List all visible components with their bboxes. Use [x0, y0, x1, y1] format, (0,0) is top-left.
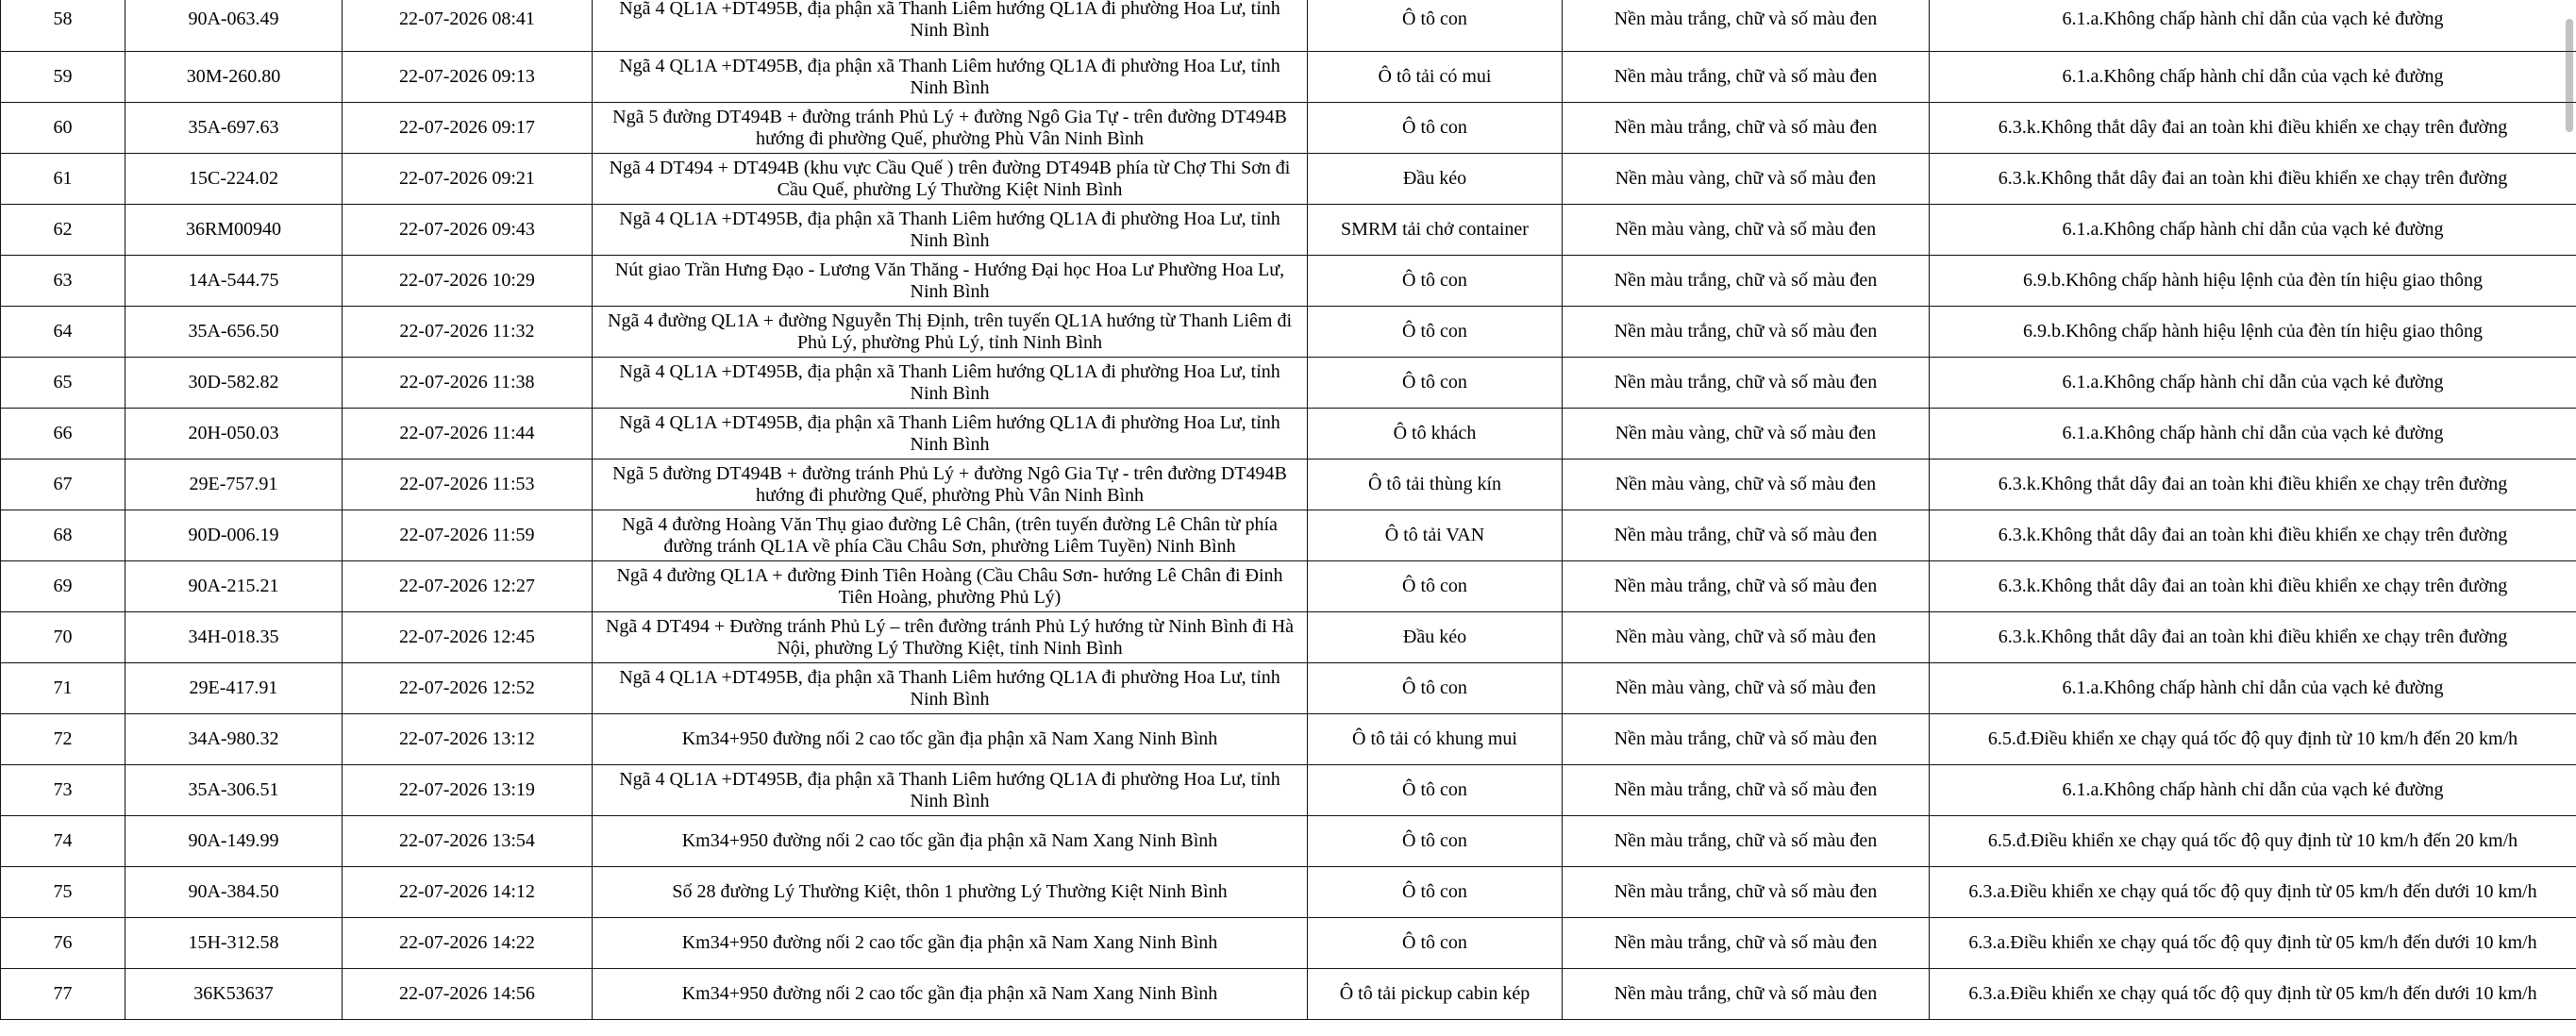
- cell-location: Ngã 4 đường QL1A + đường Nguyễn Thị Định, trên tuyến QL1A hướng từ Thanh Liêm đi Phủ Lý, phường Phủ Lý, tỉnh Ninh Bình: [593, 307, 1308, 358]
- cell-license-plate: 29E-757.91: [125, 460, 343, 510]
- cell-plate-color: Nền màu vàng, chữ và số màu đen: [1563, 154, 1930, 205]
- cell-violation: 6.3.k.Không thắt dây đai an toàn khi điều khiển xe chạy trên đường: [1930, 460, 2576, 510]
- cell-plate-color: Nền màu trắng, chữ và số màu đen: [1563, 969, 1930, 1020]
- cell-plate-color: Nền màu vàng, chữ và số màu đen: [1563, 612, 1930, 663]
- cell-violation: 6.3.k.Không thắt dây đai an toàn khi điều khiển xe chạy trên đường: [1930, 612, 2576, 663]
- cell-license-plate: 34H-018.35: [125, 612, 343, 663]
- cell-violation: 6.1.a.Không chấp hành chỉ dẫn của vạch kẻ đường: [1930, 765, 2576, 816]
- cell-location: Ngã 4 QL1A +DT495B, địa phận xã Thanh Liêm hướng QL1A đi phường Hoa Lư, tỉnh Ninh Bình: [593, 205, 1308, 256]
- cell-violation-time: 22-07-2026 09:21: [343, 154, 593, 205]
- table-row: [1, 918, 2576, 969]
- cell-violation-time: 22-07-2026 09:17: [343, 103, 593, 154]
- cell-stt: 74: [1, 816, 125, 867]
- cell-vehicle-type: Ô tô con: [1308, 867, 1563, 918]
- cell-violation: 6.1.a.Không chấp hành chỉ dẫn của vạch kẻ đường: [1930, 205, 2576, 256]
- cell-stt: 60: [1, 103, 125, 154]
- cell-vehicle-type: Ô tô con: [1308, 765, 1563, 816]
- cell-location: Ngã 4 QL1A +DT495B, địa phận xã Thanh Liêm hướng QL1A đi phường Hoa Lư, tỉnh Ninh Bình: [593, 52, 1308, 103]
- cell-location: Ngã 4 QL1A +DT495B, địa phận xã Thanh Liêm hướng QL1A đi phường Hoa Lư, tỉnh Ninh Bình: [593, 0, 1308, 52]
- cell-vehicle-type: Ô tô khách: [1308, 409, 1563, 460]
- cell-stt: 77: [1, 969, 125, 1020]
- cell-violation-time: 22-07-2026 09:13: [343, 52, 593, 103]
- cell-violation-time: 22-07-2026 14:12: [343, 867, 593, 918]
- cell-stt: 76: [1, 918, 125, 969]
- cell-violation: 6.1.a.Không chấp hành chỉ dẫn của vạch kẻ đường: [1930, 358, 2576, 409]
- cell-violation: 6.3.k.Không thắt dây đai an toàn khi điều khiển xe chạy trên đường: [1930, 103, 2576, 154]
- cell-plate-color: Nền màu trắng, chữ và số màu đen: [1563, 714, 1930, 765]
- cell-license-plate: 34A-980.32: [125, 714, 343, 765]
- cell-license-plate: 36K53637: [125, 969, 343, 1020]
- cell-stt: 58: [1, 0, 125, 52]
- cell-violation: 6.3.k.Không thắt dây đai an toàn khi điều khiển xe chạy trên đường: [1930, 510, 2576, 561]
- cell-location: Km34+950 đường nối 2 cao tốc gần địa phận xã Nam Xang Ninh Bình: [593, 918, 1308, 969]
- cell-stt: 75: [1, 867, 125, 918]
- cell-violation: 6.5.đ.Điều khiển xe chạy quá tốc độ quy định từ 10 km/h đến 20 km/h: [1930, 714, 2576, 765]
- cell-location: Số 28 đường Lý Thường Kiệt, thôn 1 phường Lý Thường Kiệt Ninh Bình: [593, 867, 1308, 918]
- cell-violation: 6.1.a.Không chấp hành chỉ dẫn của vạch kẻ đường: [1930, 663, 2576, 714]
- cell-violation: 6.9.b.Không chấp hành hiệu lệnh của đèn tín hiệu giao thông: [1930, 256, 2576, 307]
- table-row: [1, 510, 2576, 561]
- table-row: [1, 0, 2576, 52]
- cell-violation-time: 22-07-2026 13:19: [343, 765, 593, 816]
- table-row: [1, 103, 2576, 154]
- table-row: [1, 307, 2576, 358]
- cell-plate-color: Nền màu trắng, chữ và số màu đen: [1563, 867, 1930, 918]
- cell-license-plate: 35A-306.51: [125, 765, 343, 816]
- cell-vehicle-type: Ô tô tải VAN: [1308, 510, 1563, 561]
- scrollbar-thumb[interactable]: [2566, 19, 2573, 132]
- cell-vehicle-type: Ô tô con: [1308, 663, 1563, 714]
- cell-plate-color: Nền màu trắng, chữ và số màu đen: [1563, 561, 1930, 612]
- cell-license-plate: 90A-215.21: [125, 561, 343, 612]
- cell-violation: 6.5.đ.Điều khiển xe chạy quá tốc độ quy định từ 10 km/h đến 20 km/h: [1930, 816, 2576, 867]
- cell-plate-color: Nền màu trắng, chữ và số màu đen: [1563, 918, 1930, 969]
- table-body: [1, 0, 2576, 1020]
- table-row: [1, 816, 2576, 867]
- cell-violation-time: 22-07-2026 12:52: [343, 663, 593, 714]
- table-row: [1, 561, 2576, 612]
- cell-vehicle-type: Ô tô con: [1308, 307, 1563, 358]
- cell-vehicle-type: Đầu kéo: [1308, 612, 1563, 663]
- cell-license-plate: 29E-417.91: [125, 663, 343, 714]
- cell-plate-color: Nền màu trắng, chữ và số màu đen: [1563, 52, 1930, 103]
- cell-violation-time: 22-07-2026 11:59: [343, 510, 593, 561]
- cell-location: Ngã 4 đường QL1A + đường Đinh Tiên Hoàng (Cầu Châu Sơn- hướng Lê Chân đi Đinh Tiên Hoàng, phường Phủ Lý): [593, 561, 1308, 612]
- cell-stt: 66: [1, 409, 125, 460]
- cell-vehicle-type: Ô tô con: [1308, 561, 1563, 612]
- cell-stt: 64: [1, 307, 125, 358]
- cell-violation-time: 22-07-2026 11:32: [343, 307, 593, 358]
- table-row: [1, 154, 2576, 205]
- cell-vehicle-type: Ô tô con: [1308, 103, 1563, 154]
- cell-violation: 6.3.a.Điều khiển xe chạy quá tốc độ quy định từ 05 km/h đến dưới 10 km/h: [1930, 969, 2576, 1020]
- cell-location: Km34+950 đường nối 2 cao tốc gần địa phận xã Nam Xang Ninh Bình: [593, 969, 1308, 1020]
- cell-license-plate: 14A-544.75: [125, 256, 343, 307]
- cell-license-plate: 15H-312.58: [125, 918, 343, 969]
- cell-vehicle-type: Ô tô tải có mui: [1308, 52, 1563, 103]
- cell-vehicle-type: Ô tô tải có khung mui: [1308, 714, 1563, 765]
- cell-violation-time: 22-07-2026 10:29: [343, 256, 593, 307]
- cell-violation-time: 22-07-2026 14:22: [343, 918, 593, 969]
- cell-license-plate: 90A-063.49: [125, 0, 343, 52]
- cell-violation: 6.3.k.Không thắt dây đai an toàn khi điều khiển xe chạy trên đường: [1930, 154, 2576, 205]
- cell-stt: 61: [1, 154, 125, 205]
- cell-license-plate: 90D-006.19: [125, 510, 343, 561]
- table-row: [1, 205, 2576, 256]
- cell-plate-color: Nền màu trắng, chữ và số màu đen: [1563, 0, 1930, 52]
- cell-violation-time: 22-07-2026 11:38: [343, 358, 593, 409]
- cell-plate-color: Nền màu trắng, chữ và số màu đen: [1563, 765, 1930, 816]
- cell-location: Ngã 4 QL1A +DT495B, địa phận xã Thanh Liêm hướng QL1A đi phường Hoa Lư, tỉnh Ninh Bình: [593, 663, 1308, 714]
- cell-violation: 6.1.a.Không chấp hành chỉ dẫn của vạch kẻ đường: [1930, 52, 2576, 103]
- cell-location: Km34+950 đường nối 2 cao tốc gần địa phận xã Nam Xang Ninh Bình: [593, 714, 1308, 765]
- cell-violation-time: 22-07-2026 12:27: [343, 561, 593, 612]
- cell-stt: 67: [1, 460, 125, 510]
- cell-vehicle-type: Ô tô con: [1308, 918, 1563, 969]
- cell-violation-time: 22-07-2026 14:56: [343, 969, 593, 1020]
- cell-vehicle-type: SMRM tải chở container: [1308, 205, 1563, 256]
- cell-plate-color: Nền màu trắng, chữ và số màu đen: [1563, 307, 1930, 358]
- cell-plate-color: Nền màu vàng, chữ và số màu đen: [1563, 409, 1930, 460]
- cell-license-plate: 30M-260.80: [125, 52, 343, 103]
- cell-license-plate: 90A-384.50: [125, 867, 343, 918]
- cell-vehicle-type: Ô tô con: [1308, 0, 1563, 52]
- table-row: [1, 765, 2576, 816]
- cell-location: Ngã 4 QL1A +DT495B, địa phận xã Thanh Liêm hướng QL1A đi phường Hoa Lư, tỉnh Ninh Bình: [593, 765, 1308, 816]
- cell-stt: 72: [1, 714, 125, 765]
- table-row: [1, 867, 2576, 918]
- cell-vehicle-type: Ô tô con: [1308, 816, 1563, 867]
- table-row: [1, 663, 2576, 714]
- cell-stt: 71: [1, 663, 125, 714]
- table-row: [1, 52, 2576, 103]
- cell-location: Km34+950 đường nối 2 cao tốc gần địa phận xã Nam Xang Ninh Bình: [593, 816, 1308, 867]
- table-row: [1, 256, 2576, 307]
- cell-stt: 63: [1, 256, 125, 307]
- cell-plate-color: Nền màu vàng, chữ và số màu đen: [1563, 205, 1930, 256]
- cell-vehicle-type: Ô tô con: [1308, 358, 1563, 409]
- cell-plate-color: Nền màu trắng, chữ và số màu đen: [1563, 256, 1930, 307]
- table-row: [1, 969, 2576, 1020]
- table-row: [1, 409, 2576, 460]
- cell-violation-time: 22-07-2026 09:43: [343, 205, 593, 256]
- cell-location: Ngã 4 QL1A +DT495B, địa phận xã Thanh Liêm hướng QL1A đi phường Hoa Lư, tỉnh Ninh Bình: [593, 358, 1308, 409]
- vertical-scrollbar[interactable]: [2563, 0, 2576, 1036]
- cell-violation-time: 22-07-2026 11:44: [343, 409, 593, 460]
- cell-vehicle-type: Đầu kéo: [1308, 154, 1563, 205]
- cell-plate-color: Nền màu vàng, chữ và số màu đen: [1563, 663, 1930, 714]
- table-row: [1, 612, 2576, 663]
- cell-plate-color: Nền màu trắng, chữ và số màu đen: [1563, 510, 1930, 561]
- cell-stt: 73: [1, 765, 125, 816]
- cell-license-plate: 20H-050.03: [125, 409, 343, 460]
- cell-violation-time: 22-07-2026 13:54: [343, 816, 593, 867]
- cell-violation: 6.9.b.Không chấp hành hiệu lệnh của đèn tín hiệu giao thông: [1930, 307, 2576, 358]
- cell-vehicle-type: Ô tô con: [1308, 256, 1563, 307]
- cell-violation-time: 22-07-2026 13:12: [343, 714, 593, 765]
- cell-violation-time: 22-07-2026 12:45: [343, 612, 593, 663]
- cell-violation-time: 22-07-2026 11:53: [343, 460, 593, 510]
- cell-plate-color: Nền màu trắng, chữ và số màu đen: [1563, 816, 1930, 867]
- cell-location: Ngã 4 đường Hoàng Văn Thụ giao đường Lê Chân, (trên tuyến đường Lê Chân từ phía đường tránh QL1A về phía Cầu Châu Sơn, phường Liêm Tuyền) Ninh Bình: [593, 510, 1308, 561]
- cell-location: Ngã 4 DT494 + DT494B (khu vực Cầu Quế ) trên đường DT494B phía từ Chợ Thi Sơn đi Cầu Quế, phường Lý Thường Kiệt Ninh Bình: [593, 154, 1308, 205]
- cell-violation: 6.3.k.Không thắt dây đai an toàn khi điều khiển xe chạy trên đường: [1930, 561, 2576, 612]
- cell-violation-time: 22-07-2026 08:41: [343, 0, 593, 52]
- cell-location: Ngã 5 đường DT494B + đường tránh Phủ Lý + đường Ngô Gia Tự - trên đường DT494B hướng đi phường Quế, phường Phù Vân Ninh Bình: [593, 103, 1308, 154]
- cell-stt: 69: [1, 561, 125, 612]
- cell-violation: 6.1.a.Không chấp hành chỉ dẫn của vạch kẻ đường: [1930, 409, 2576, 460]
- cell-stt: 68: [1, 510, 125, 561]
- cell-license-plate: 30D-582.82: [125, 358, 343, 409]
- cell-vehicle-type: Ô tô tải pickup cabin kép: [1308, 969, 1563, 1020]
- cell-location: Ngã 4 QL1A +DT495B, địa phận xã Thanh Liêm hướng QL1A đi phường Hoa Lư, tỉnh Ninh Bình: [593, 409, 1308, 460]
- cell-stt: 65: [1, 358, 125, 409]
- cell-stt: 62: [1, 205, 125, 256]
- cell-plate-color: Nền màu trắng, chữ và số màu đen: [1563, 358, 1930, 409]
- cell-violation: 6.3.a.Điều khiển xe chạy quá tốc độ quy định từ 05 km/h đến dưới 10 km/h: [1930, 918, 2576, 969]
- cell-location: Ngã 4 DT494 + Đường tránh Phủ Lý – trên đường tránh Phủ Lý hướng từ Ninh Bình đi Hà Nội, phường Lý Thường Kiệt, tỉnh Ninh Bình: [593, 612, 1308, 663]
- cell-vehicle-type: Ô tô tải thùng kín: [1308, 460, 1563, 510]
- cell-violation: 6.1.a.Không chấp hành chỉ dẫn của vạch kẻ đường: [1930, 0, 2576, 52]
- cell-violation: 6.3.a.Điều khiển xe chạy quá tốc độ quy định từ 05 km/h đến dưới 10 km/h: [1930, 867, 2576, 918]
- cell-license-plate: 35A-656.50: [125, 307, 343, 358]
- cell-location: Nút giao Trần Hưng Đạo - Lương Văn Thăng - Hướng Đại học Hoa Lư Phường Hoa Lư, Ninh Bình: [593, 256, 1308, 307]
- cell-stt: 70: [1, 612, 125, 663]
- cell-license-plate: 15C-224.02: [125, 154, 343, 205]
- table-row: [1, 714, 2576, 765]
- table-row: [1, 460, 2576, 510]
- cell-license-plate: 36RM00940: [125, 205, 343, 256]
- cell-license-plate: 90A-149.99: [125, 816, 343, 867]
- cell-license-plate: 35A-697.63: [125, 103, 343, 154]
- cell-stt: 59: [1, 52, 125, 103]
- cell-location: Ngã 5 đường DT494B + đường tránh Phủ Lý + đường Ngô Gia Tự - trên đường DT494B hướng đi phường Quế, phường Phù Vân Ninh Bình: [593, 460, 1308, 510]
- cell-plate-color: Nền màu vàng, chữ và số màu đen: [1563, 460, 1930, 510]
- table-row: [1, 358, 2576, 409]
- cell-plate-color: Nền màu trắng, chữ và số màu đen: [1563, 103, 1930, 154]
